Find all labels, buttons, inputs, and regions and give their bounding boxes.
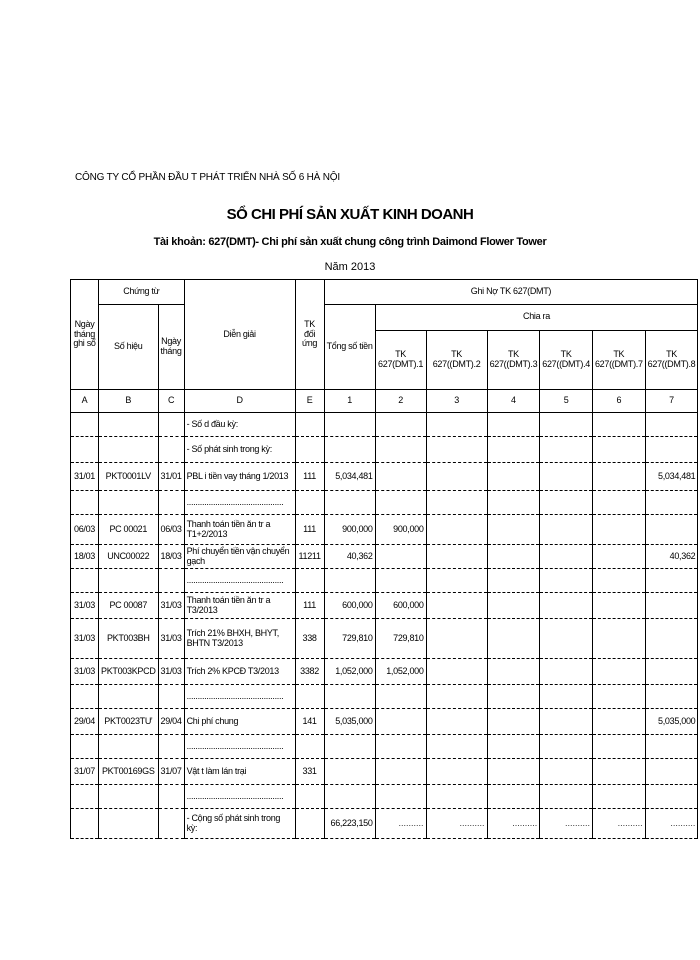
header-sub-1: TK 627(DMT).1 — [375, 330, 426, 389]
table-row — [71, 545, 698, 569]
row-sub-5 — [592, 785, 645, 809]
row-sub-4 — [540, 569, 593, 593]
header-contra-account: TK đối ứng — [295, 280, 324, 390]
row-description: Chi phí chung — [184, 709, 295, 735]
row-sub-2 — [426, 685, 487, 709]
col-letter: 7 — [645, 390, 698, 413]
row-sub-4 — [540, 709, 593, 735]
row-sub-6 — [645, 685, 698, 709]
row-date: 29/04 — [71, 709, 99, 735]
col-letter: E — [295, 390, 324, 413]
row-total: 729,810 — [324, 619, 375, 659]
row-sub-1 — [375, 785, 426, 809]
header-split: Chia ra — [375, 305, 698, 331]
row-description: ............................................ — [184, 685, 295, 709]
row-sub-4 — [540, 593, 593, 619]
row-contra-account — [295, 437, 324, 463]
row-description: Trích 2% KPCĐ T3/2013 — [184, 659, 295, 685]
row-description: Thanh toán tiền ăn tr a T1+2/2013 — [184, 515, 295, 545]
row-sub-4 — [540, 659, 593, 685]
ledger-title: SỔ CHI PHÍ SẢN XUẤT KINH DOANH — [226, 206, 474, 223]
row-sub-6 — [645, 569, 698, 593]
col-letter: 2 — [375, 390, 426, 413]
row-sub-4 — [540, 619, 593, 659]
table-row — [71, 785, 698, 809]
row-total: 40,362 — [324, 545, 375, 569]
row-voucher-date — [158, 491, 184, 515]
header-voucher-date: Ngày tháng — [158, 305, 184, 390]
row-voucher-date — [158, 685, 184, 709]
row-contra-account: 3382 — [295, 659, 324, 685]
row-total — [324, 491, 375, 515]
row-sub-4 — [540, 515, 593, 545]
row-sub-1: 1,052,000 — [375, 659, 426, 685]
row-sub-1 — [375, 709, 426, 735]
row-sub-2 — [426, 491, 487, 515]
row-date — [71, 785, 99, 809]
row-sub-6: 40,362 — [645, 545, 698, 569]
row-voucher-no: PKT00169GS — [99, 759, 159, 785]
total-row — [71, 809, 698, 839]
row-contra-account — [295, 785, 324, 809]
row-sub-5 — [592, 619, 645, 659]
row-sub-2 — [426, 515, 487, 545]
row-sub-5 — [592, 491, 645, 515]
row-contra-account — [295, 413, 324, 437]
row-sub-1 — [375, 759, 426, 785]
row-voucher-no: PC 00087 — [99, 593, 159, 619]
row-date: 31/03 — [71, 593, 99, 619]
row-date — [71, 685, 99, 709]
table-row — [71, 437, 698, 463]
row-sub-3 — [487, 785, 540, 809]
row-sub-6 — [645, 659, 698, 685]
row-sub-4: .......... — [540, 809, 593, 839]
row-voucher-no — [99, 785, 159, 809]
row-sub-2 — [426, 659, 487, 685]
row-sub-2 — [426, 593, 487, 619]
row-voucher-no — [99, 809, 159, 839]
col-letter: A — [71, 390, 99, 413]
row-voucher-no — [99, 413, 159, 437]
row-sub-4 — [540, 437, 593, 463]
ledger-year: Năm 2013 — [324, 261, 376, 273]
row-date — [71, 413, 99, 437]
header-voucher: Chứng từ — [99, 280, 185, 305]
row-voucher-no: PKT003KPCD — [99, 659, 159, 685]
row-date: 31/03 — [71, 659, 99, 685]
row-sub-6: 5,034,481 — [645, 463, 698, 491]
row-sub-2: .......... — [426, 809, 487, 839]
row-total: 66,223,150 — [324, 809, 375, 839]
row-sub-3 — [487, 759, 540, 785]
row-total — [324, 735, 375, 759]
row-sub-3 — [487, 491, 540, 515]
row-sub-3 — [487, 709, 540, 735]
row-voucher-date: 31/03 — [158, 659, 184, 685]
row-voucher-no — [99, 685, 159, 709]
row-voucher-no: PC 00021 — [99, 515, 159, 545]
row-total — [324, 759, 375, 785]
row-sub-1: 600,000 — [375, 593, 426, 619]
row-sub-6 — [645, 619, 698, 659]
row-contra-account — [295, 569, 324, 593]
ledger-table — [70, 279, 698, 839]
col-letter: D — [184, 390, 295, 413]
table-header — [71, 280, 698, 413]
header-sub-6: TK 627((DMT).8 — [645, 330, 698, 389]
row-description: Trích 21% BHXH, BHYT, BHTN T3/2013 — [184, 619, 295, 659]
row-sub-2 — [426, 735, 487, 759]
row-sub-3 — [487, 593, 540, 619]
row-sub-3 — [487, 515, 540, 545]
row-sub-4 — [540, 463, 593, 491]
header-description: Diễn giải — [184, 280, 295, 390]
row-voucher-date — [158, 735, 184, 759]
row-contra-account: 111 — [295, 463, 324, 491]
row-sub-3 — [487, 413, 540, 437]
row-sub-5 — [592, 659, 645, 685]
row-date — [71, 569, 99, 593]
row-sub-1 — [375, 569, 426, 593]
row-sub-2 — [426, 709, 487, 735]
row-sub-1 — [375, 735, 426, 759]
row-voucher-no: UNC00022 — [99, 545, 159, 569]
row-sub-1 — [375, 491, 426, 515]
row-sub-2 — [426, 463, 487, 491]
row-sub-3 — [487, 735, 540, 759]
table-row — [71, 659, 698, 685]
row-description: ............................................ — [184, 785, 295, 809]
row-voucher-no: PKT0023TƯ — [99, 709, 159, 735]
row-sub-6 — [645, 759, 698, 785]
row-voucher-date: 18/03 — [158, 545, 184, 569]
row-contra-account — [295, 491, 324, 515]
row-date: 31/01 — [71, 463, 99, 491]
row-sub-4 — [540, 759, 593, 785]
table-row — [71, 735, 698, 759]
row-voucher-date: 31/03 — [158, 593, 184, 619]
row-total — [324, 413, 375, 437]
row-contra-account: 11211 — [295, 545, 324, 569]
row-total: 600,000 — [324, 593, 375, 619]
row-sub-5 — [592, 593, 645, 619]
row-voucher-date: 31/07 — [158, 759, 184, 785]
row-sub-6 — [645, 593, 698, 619]
row-sub-5 — [592, 569, 645, 593]
col-letter: 5 — [540, 390, 593, 413]
row-sub-6: 5,035,000 — [645, 709, 698, 735]
row-date — [71, 809, 99, 839]
row-contra-account: 111 — [295, 593, 324, 619]
row-voucher-no — [99, 491, 159, 515]
row-voucher-no — [99, 735, 159, 759]
table-row — [71, 463, 698, 491]
row-sub-6 — [645, 413, 698, 437]
row-total: 5,035,000 — [324, 709, 375, 735]
row-date — [71, 735, 99, 759]
row-voucher-date — [158, 437, 184, 463]
row-sub-2 — [426, 569, 487, 593]
row-sub-6 — [645, 437, 698, 463]
row-sub-3 — [487, 619, 540, 659]
row-sub-6 — [645, 785, 698, 809]
row-date: 31/07 — [71, 759, 99, 785]
row-description: - Cộng số phát sinh trong kỳ: — [184, 809, 295, 839]
row-sub-2 — [426, 413, 487, 437]
row-sub-2 — [426, 437, 487, 463]
row-sub-3 — [487, 685, 540, 709]
row-contra-account — [295, 685, 324, 709]
row-voucher-date — [158, 413, 184, 437]
table-row — [71, 619, 698, 659]
header-total: Tổng số tiền — [324, 305, 375, 390]
table-row — [71, 491, 698, 515]
row-sub-5 — [592, 545, 645, 569]
row-date — [71, 437, 99, 463]
column-letters — [71, 390, 698, 413]
row-sub-6 — [645, 515, 698, 545]
row-total — [324, 685, 375, 709]
row-sub-5: .......... — [592, 809, 645, 839]
col-letter: 6 — [592, 390, 645, 413]
row-voucher-no — [99, 569, 159, 593]
table-body — [71, 413, 698, 839]
row-sub-6 — [645, 735, 698, 759]
row-description: Thanh toán tiền ăn tr a T3/2013 — [184, 593, 295, 619]
table-row — [71, 413, 698, 437]
row-total — [324, 437, 375, 463]
row-sub-4 — [540, 491, 593, 515]
row-contra-account: 338 — [295, 619, 324, 659]
row-description: Vật t làm lán trại — [184, 759, 295, 785]
row-sub-2 — [426, 785, 487, 809]
table-row — [71, 593, 698, 619]
row-sub-5 — [592, 735, 645, 759]
row-description: ............................................ — [184, 569, 295, 593]
row-sub-4 — [540, 785, 593, 809]
table-row — [71, 515, 698, 545]
row-voucher-no: PKT003BH — [99, 619, 159, 659]
row-voucher-date — [158, 569, 184, 593]
row-sub-2 — [426, 759, 487, 785]
row-total: 900,000 — [324, 515, 375, 545]
table-row — [71, 709, 698, 735]
row-sub-3 — [487, 569, 540, 593]
company-name: CÔNG TY CỔ PHẦN ĐẦU T PHÁT TRIỂN NHÀ SỐ 6 HÀ NỘI — [75, 172, 340, 183]
row-sub-1 — [375, 437, 426, 463]
row-sub-5 — [592, 437, 645, 463]
row-contra-account: 331 — [295, 759, 324, 785]
header-sub-2: TK 627((DMT).2 — [426, 330, 487, 389]
row-sub-3 — [487, 437, 540, 463]
col-letter: 1 — [324, 390, 375, 413]
row-voucher-date: 31/01 — [158, 463, 184, 491]
row-contra-account — [295, 809, 324, 839]
table-row — [71, 759, 698, 785]
row-sub-5 — [592, 685, 645, 709]
header-voucher-no: Số hiệu — [99, 305, 159, 390]
row-sub-1 — [375, 685, 426, 709]
row-total — [324, 569, 375, 593]
header-sub-5: TK 627((DMT).7 — [592, 330, 645, 389]
header-sub-4: TK 627((DMT).4 — [540, 330, 593, 389]
row-sub-5 — [592, 463, 645, 491]
row-voucher-date: 31/03 — [158, 619, 184, 659]
row-total: 5,034,481 — [324, 463, 375, 491]
row-date: 06/03 — [71, 515, 99, 545]
row-description: Phí chuyển tiền vận chuyển gạch — [184, 545, 295, 569]
row-sub-1 — [375, 413, 426, 437]
row-sub-4 — [540, 545, 593, 569]
row-voucher-date — [158, 809, 184, 839]
row-voucher-date: 06/03 — [158, 515, 184, 545]
row-sub-1 — [375, 545, 426, 569]
col-letter: 3 — [426, 390, 487, 413]
row-sub-3 — [487, 545, 540, 569]
row-contra-account — [295, 735, 324, 759]
row-total — [324, 785, 375, 809]
row-sub-1: 729,810 — [375, 619, 426, 659]
row-description: - Số d đầu kỳ: — [184, 413, 295, 437]
row-voucher-no: PKT0001LV — [99, 463, 159, 491]
row-sub-5 — [592, 759, 645, 785]
row-date: 31/03 — [71, 619, 99, 659]
row-description: - Số phát sinh trong kỳ: — [184, 437, 295, 463]
table-row — [71, 569, 698, 593]
ledger-subtitle: Tài khoản: 627(DMT)- Chi phí sản xuất chung công trình Daimond Flower Tower — [153, 236, 547, 248]
row-sub-3 — [487, 463, 540, 491]
header-date-recorded: Ngày tháng ghi sổ — [71, 280, 99, 390]
row-sub-5 — [592, 515, 645, 545]
row-contra-account: 141 — [295, 709, 324, 735]
row-description: PBL i tiền vay tháng 1/2013 — [184, 463, 295, 491]
col-letter: B — [99, 390, 159, 413]
row-sub-2 — [426, 619, 487, 659]
row-sub-3 — [487, 659, 540, 685]
row-sub-4 — [540, 413, 593, 437]
row-sub-6: .......... — [645, 809, 698, 839]
row-sub-1 — [375, 463, 426, 491]
col-letter: C — [158, 390, 184, 413]
header-debit: Ghi Nợ TK 627(DMT) — [324, 280, 698, 305]
row-sub-5 — [592, 413, 645, 437]
row-voucher-date: 29/04 — [158, 709, 184, 735]
row-date: 18/03 — [71, 545, 99, 569]
row-total: 1,052,000 — [324, 659, 375, 685]
col-letter: 4 — [487, 390, 540, 413]
row-voucher-date — [158, 785, 184, 809]
row-date — [71, 491, 99, 515]
header-sub-3: TK 627((DMT).3 — [487, 330, 540, 389]
row-sub-1: 900,000 — [375, 515, 426, 545]
row-sub-6 — [645, 491, 698, 515]
row-description: ............................................ — [184, 491, 295, 515]
row-description: ............................................ — [184, 735, 295, 759]
row-sub-4 — [540, 735, 593, 759]
row-sub-2 — [426, 545, 487, 569]
row-contra-account: 111 — [295, 515, 324, 545]
row-sub-5 — [592, 709, 645, 735]
table-row — [71, 685, 698, 709]
row-sub-1: .......... — [375, 809, 426, 839]
row-sub-4 — [540, 685, 593, 709]
row-voucher-no — [99, 437, 159, 463]
row-sub-3: .......... — [487, 809, 540, 839]
